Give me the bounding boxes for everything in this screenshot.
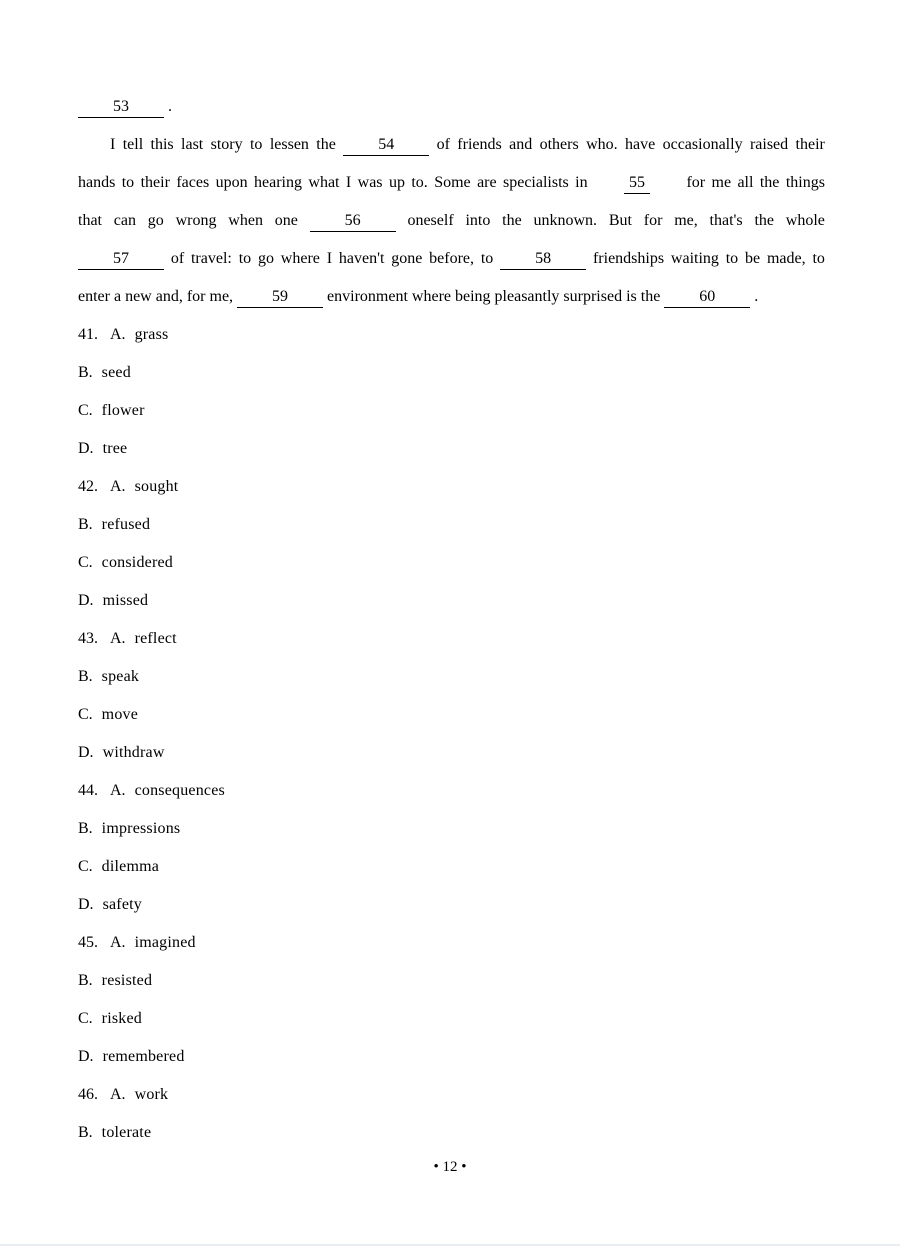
option-letter: D. <box>78 896 94 913</box>
passage-text: environment where being pleasantly surprised is the <box>327 288 661 305</box>
passage-word: upon <box>215 174 248 191</box>
passage-line <box>78 88 825 126</box>
question-number: 43. <box>78 630 98 647</box>
passage-word: wrong <box>175 212 217 229</box>
option-text: seed <box>101 364 131 381</box>
passage-word: of <box>436 136 450 153</box>
question-46-option-B <box>78 1114 825 1152</box>
passage-word: story <box>210 136 243 153</box>
question-44-option-B <box>78 810 825 848</box>
question-41-option-A <box>78 316 825 354</box>
option-text: imagined <box>134 934 196 951</box>
option-letter: A. <box>110 326 126 343</box>
passage-word: this <box>150 136 174 153</box>
punctuation: . <box>168 98 172 115</box>
passage-word: be <box>745 250 761 267</box>
passage-word: hearing <box>254 174 302 191</box>
passage-word: me <box>711 174 732 191</box>
passage-word: in <box>575 174 588 191</box>
question-43-option-A <box>78 620 825 658</box>
passage-word: what <box>308 174 340 191</box>
cloze-passage <box>78 88 825 316</box>
option-letter: B. <box>78 364 93 381</box>
question-41-option-B <box>78 354 825 392</box>
option-text: speak <box>101 668 140 685</box>
passage-word: go <box>257 250 274 267</box>
passage-word: things <box>785 174 825 191</box>
passage-word: whole <box>785 212 825 229</box>
option-letter: B. <box>78 1124 93 1141</box>
option-text: impressions <box>101 820 181 837</box>
option-text: sought <box>134 478 179 495</box>
question-45-option-D <box>78 1038 825 1076</box>
passage-word: up <box>388 174 405 191</box>
question-number: 44. <box>78 782 98 799</box>
option-text: refused <box>101 516 151 533</box>
passage-word: before, <box>429 250 475 267</box>
option-letter: A. <box>110 630 126 647</box>
passage-word: specialists <box>503 174 569 191</box>
page-footer <box>0 1148 900 1186</box>
passage-word: was <box>357 174 383 191</box>
passage-word: tell <box>122 136 144 153</box>
passage-word: I <box>110 136 116 153</box>
passage-word: travel: <box>190 250 232 267</box>
question-43-option-C <box>78 696 825 734</box>
question-number: 46. <box>78 1086 98 1103</box>
page-content <box>78 88 825 1152</box>
option-text: work <box>134 1086 169 1103</box>
cloze-blank-55: 55 <box>624 173 650 194</box>
cloze-blank-53: 53 <box>78 97 164 118</box>
option-letter: C. <box>78 1010 93 1027</box>
passage-word: their <box>795 136 825 153</box>
passage-word: I <box>345 174 352 191</box>
option-letter: A. <box>110 478 126 495</box>
question-43-option-B <box>78 658 825 696</box>
passage-word: oneself <box>407 212 454 229</box>
passage-word: of <box>170 250 185 267</box>
question-42-option-D <box>78 582 825 620</box>
option-letter: D. <box>78 592 94 609</box>
question-45-option-A <box>78 924 825 962</box>
option-letter: B. <box>78 668 93 685</box>
passage-word: lessen <box>269 136 309 153</box>
passage-word: where <box>280 250 320 267</box>
passage-word: that <box>78 212 102 229</box>
question-45-option-B <box>78 962 825 1000</box>
option-text: move <box>101 706 139 723</box>
options-list <box>78 316 825 1152</box>
option-text: reflect <box>134 630 177 647</box>
question-45-option-C <box>78 1000 825 1038</box>
passage-word: to <box>725 250 739 267</box>
option-text: missed <box>102 592 149 609</box>
passage-word: have <box>625 136 656 153</box>
question-44-option-C <box>78 848 825 886</box>
question-41-option-D <box>78 430 825 468</box>
option-text: flower <box>101 402 145 419</box>
option-text: withdraw <box>102 744 165 761</box>
question-number: 41. <box>78 326 98 343</box>
passage-word: unknown. <box>533 212 598 229</box>
passage-word: to <box>238 250 252 267</box>
option-text: dilemma <box>101 858 160 875</box>
cloze-blank-60: 60 <box>664 287 750 308</box>
passage-line <box>78 278 825 316</box>
option-letter: A. <box>110 1086 126 1103</box>
passage-word: haven't <box>338 250 385 267</box>
passage-word: are <box>477 174 497 191</box>
option-text: safety <box>102 896 142 913</box>
passage-word: waiting <box>670 250 719 267</box>
option-letter: C. <box>78 402 93 419</box>
option-letter: D. <box>78 744 94 761</box>
question-42-option-A <box>78 468 825 506</box>
passage-word: to <box>249 136 263 153</box>
cloze-blank-57: 57 <box>78 249 164 270</box>
passage-word: and <box>509 136 533 153</box>
option-text: tree <box>102 440 128 457</box>
passage-word: to <box>121 174 135 191</box>
cloze-blank-56: 56 <box>310 211 396 232</box>
question-46-option-A <box>78 1076 825 1114</box>
passage-word: made, <box>766 250 806 267</box>
passage-word: faces <box>176 174 210 191</box>
option-text: tolerate <box>101 1124 152 1141</box>
passage-word: who. <box>586 136 618 153</box>
option-letter: B. <box>78 820 93 837</box>
option-text: consequences <box>134 782 225 799</box>
question-number: 42. <box>78 478 98 495</box>
passage-word: the <box>754 212 774 229</box>
option-letter: D. <box>78 440 94 457</box>
option-text: resisted <box>101 972 153 989</box>
passage-word: But <box>608 212 632 229</box>
option-text: risked <box>101 1010 142 1027</box>
question-42-option-C <box>78 544 825 582</box>
passage-word: for <box>643 212 663 229</box>
option-letter: B. <box>78 972 93 989</box>
option-letter: A. <box>110 782 126 799</box>
passage-word: hands <box>78 174 116 191</box>
passage-line <box>78 240 825 278</box>
passage-word: one <box>274 212 298 229</box>
passage-line <box>78 202 825 240</box>
passage-word: the <box>316 136 336 153</box>
passage-word: last <box>181 136 204 153</box>
option-text: considered <box>101 554 173 571</box>
passage-word: friendships <box>592 250 665 267</box>
passage-word: for <box>686 174 706 191</box>
passage-word: Some <box>434 174 471 191</box>
passage-word: their <box>140 174 170 191</box>
passage-word: raised <box>749 136 789 153</box>
option-letter: B. <box>78 516 93 533</box>
question-43-option-D <box>78 734 825 772</box>
passage-word: to <box>480 250 494 267</box>
passage-word: all <box>737 174 754 191</box>
passage-word: into <box>465 212 491 229</box>
passage-word: the <box>759 174 780 191</box>
option-letter: A. <box>110 934 126 951</box>
cloze-blank-59: 59 <box>237 287 323 308</box>
option-text: grass <box>134 326 169 343</box>
passage-word: can <box>113 212 136 229</box>
passage-word: others <box>539 136 579 153</box>
cloze-blank-54: 54 <box>343 135 429 156</box>
question-number: 45. <box>78 934 98 951</box>
passage-word: me, <box>674 212 698 229</box>
passage-word: occasionally <box>662 136 743 153</box>
passage-word: the <box>502 212 522 229</box>
option-text: remembered <box>102 1048 185 1065</box>
option-letter: C. <box>78 858 93 875</box>
option-letter: D. <box>78 1048 94 1065</box>
passage-text: enter a new and, for me, <box>78 288 234 305</box>
passage-word: when <box>228 212 263 229</box>
question-41-option-C <box>78 392 825 430</box>
passage-word: gone <box>391 250 423 267</box>
option-letter: C. <box>78 554 93 571</box>
passage-word: go <box>147 212 164 229</box>
punctuation: . <box>754 288 759 305</box>
passage-word: to. <box>411 174 428 191</box>
passage-word: that's <box>709 212 743 229</box>
passage-line <box>78 164 825 202</box>
question-42-option-B <box>78 506 825 544</box>
question-44-option-A <box>78 772 825 810</box>
question-44-option-D <box>78 886 825 924</box>
page-number: • 12 • <box>433 1159 467 1175</box>
option-letter: C. <box>78 706 93 723</box>
passage-word: I <box>326 250 333 267</box>
passage-line <box>110 126 825 164</box>
passage-word: to <box>812 250 825 267</box>
cloze-blank-58: 58 <box>500 249 586 270</box>
passage-word: friends <box>457 136 502 153</box>
